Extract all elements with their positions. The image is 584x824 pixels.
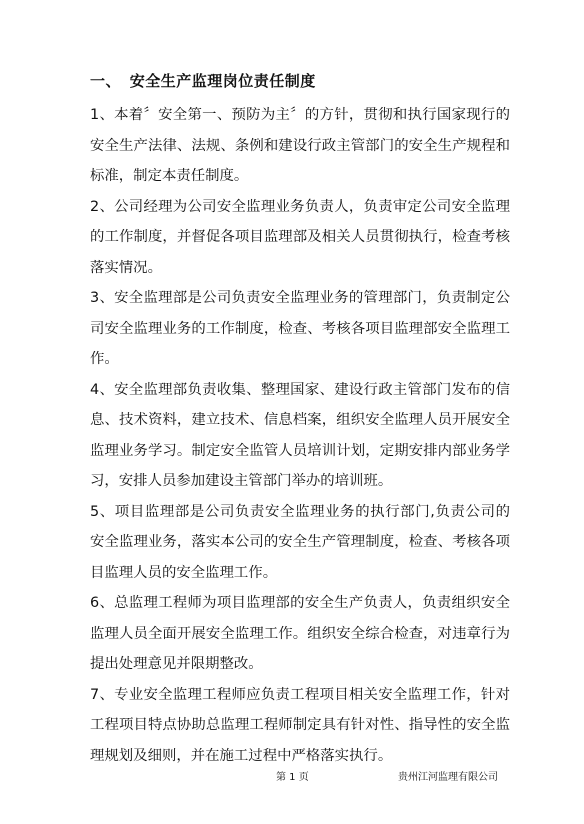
paragraph-6: 6、总监理工程师为项目监理部的安全生产负责人，负责组织安全监理人员全面开展安全监理工作。组织安全综合检查，对违章行为提出处理意见并限期整改。 [90, 595, 510, 672]
company-name: 贵州江河监理有限公司 [398, 772, 498, 783]
paragraph-1: 1、本着〞安全第一、预防为主〞的方针，贯彻和执行国家现行的安全生产法律、法规、条例和建设行政主管部门的安全生产规程和标准，制定本责任制度。 [90, 107, 510, 184]
paragraph-3: 3、安全监理部是公司负责安全监理业务的管理部门，负责制定公司安全监理业务的工作制度，检查、考核各项目监理部安全监理工作。 [90, 290, 510, 367]
page-number: 第 1 页 [276, 772, 309, 783]
paragraph-2: 2、公司经理为公司安全监理业务负责人，负责审定公司安全监理的工作制度，并督促各项目监理部及相关人员贯彻执行，检查考核落实情况。 [90, 198, 510, 276]
paragraph-4: 4、安全监理部负责收集、整理国家、建设行政主管部门发布的信息、技术资料，建立技术、信息档案，组织安全监理人员开展安全监理业务学习。制定安全监管人员培训计划，定期安排内部业务学习，安排人员参加建设主管部门举办的培训班。 [90, 381, 510, 489]
paragraph-7: 7、专业安全监理工程师应负责工程项目相关安全监理工作，针对工程项目特点协助总监理工程师制定具有针对性、指导性的安全监理规划及细则，并在施工过程中严格落实执行。 [90, 686, 510, 764]
paragraph-5: 5、项目监理部是公司负责安全监理业务的执行部门,负责公司的 安全监理业务，落实本公司的安全生产管理制度，检查、考核各项目监理人员的安全监理工作。 [90, 503, 510, 581]
document-body [90, 100, 510, 771]
section-title: 安全生产监理岗位责任制度 [129, 72, 316, 90]
section-heading [90, 70, 316, 91]
section-number: 一、 [90, 72, 122, 90]
